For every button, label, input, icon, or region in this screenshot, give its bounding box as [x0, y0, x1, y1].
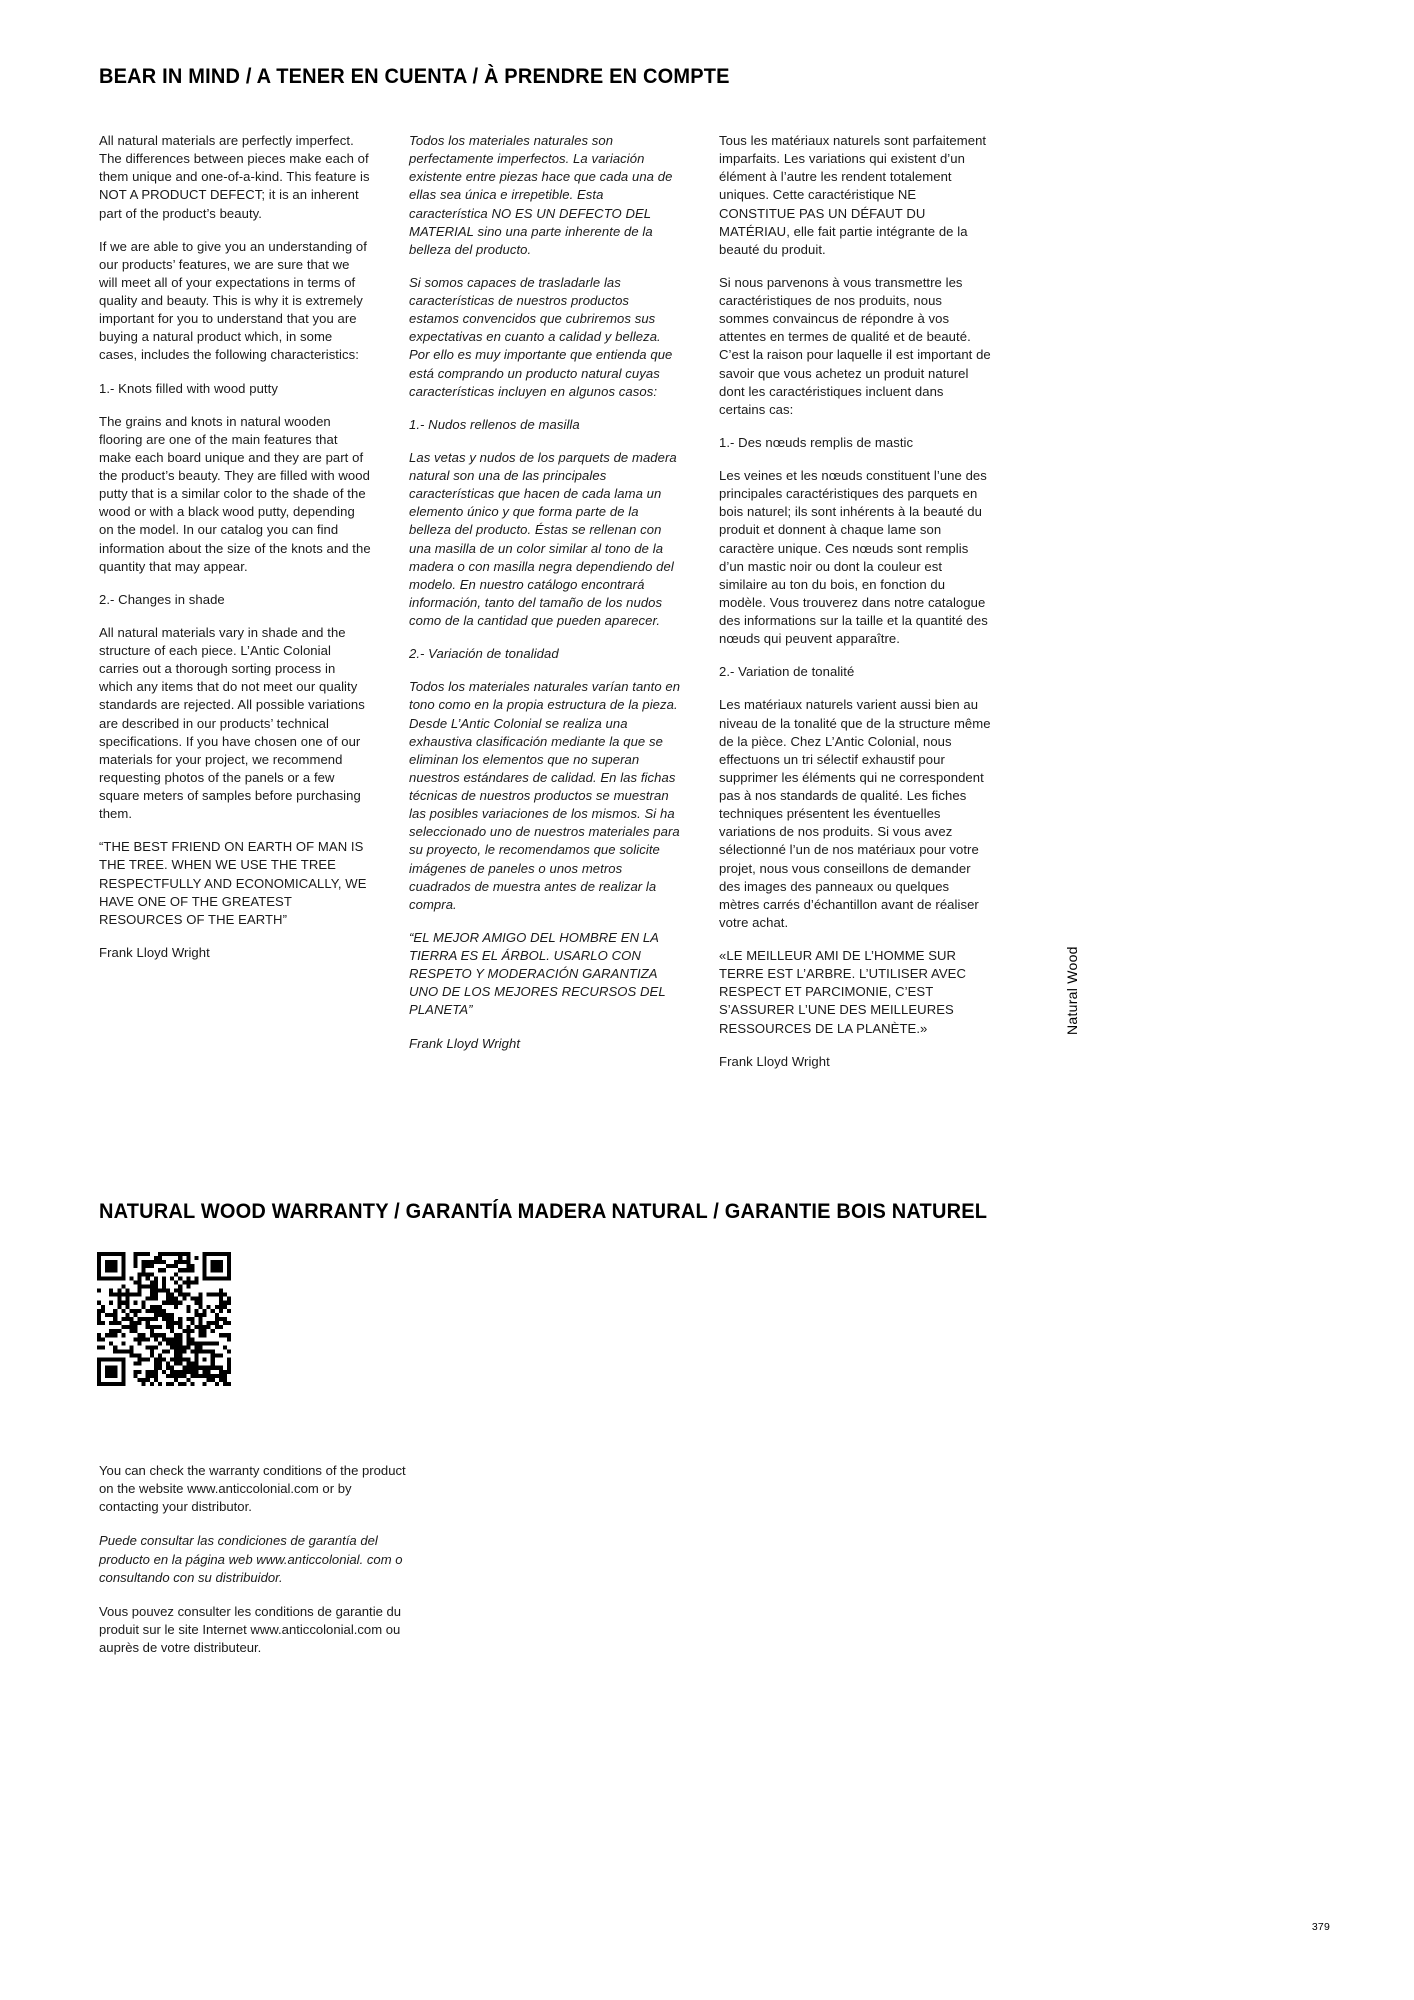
paragraph: Les matériaux naturels varient aussi bien au niveau de la tonalité que de la structure même de la pièce. Chez L’Antic Colonial, nous effectuons un tri sélectif exhaustif pour supprimer les éléments qui ne correspondent pas à nos standards de qualité. Les fiches techniques présentent les éventuelles variations de nos produits. Si vous avez sélectionné l’un de nos matériaux pour votre projet, nous vous conseillons de demander des images des panneaux ou quelques mètres carrés d’échantillon avant de réaliser votre achat. — [719, 697, 991, 930]
section-side-label: Natural Wood — [1064, 946, 1080, 1035]
paragraph: Todos los materiales naturales son perfectamente imperfectos. La variación existente entre piezas hace que cada una de ellas sea única e irrepetible. Esta característica NO ES UN DEFECTO DEL MATERIAL sino una parte inherente de la belleza del producto. — [409, 133, 673, 257]
warranty-paragraph-es: Puede consultar las condiciones de garantía del producto en la página web www.anticcolonial. com o consultando con su distribuidor. — [99, 1533, 403, 1585]
column-french — [719, 132, 1029, 1086]
quote-author: Frank Lloyd Wright — [719, 1053, 830, 1069]
qr-code-icon — [97, 1252, 231, 1386]
pull-quote: “THE BEST FRIEND ON EARTH OF MAN IS THE TREE. WHEN WE USE THE TREE RESPECTFULLY AND ECONOMICALLY, WE HAVE ONE OF THE GREATEST RESOURCES OF THE EARTH” — [99, 839, 367, 927]
quote-author: Frank Lloyd Wright — [409, 1035, 521, 1051]
warranty-text-block — [99, 1462, 409, 1673]
list-item-heading: 1.- Knots filled with wood putty — [99, 380, 278, 396]
list-item-heading: 1.- Nudos rellenos de masilla — [409, 416, 580, 432]
paragraph: Las vetas y nudos de los parquets de madera natural son una de las principales características que hacen de cada lama un elemento único y que forma parte de la belleza del producto. Éstas se rellenan con una masilla de un color similar al tono de la madera o con masilla negra dependiendo del modelo. En nuestro catálogo encontrará información, tanto del tamaño de los nudos como de la cantidad que pueden aparecer. — [409, 449, 677, 628]
column-spanish — [409, 132, 719, 1086]
warranty-paragraph-en: You can check the warranty conditions of the product on the website www.anticcolonial.com or by contacting your distributor. — [99, 1463, 406, 1515]
column-english — [99, 132, 409, 1086]
paragraph: If we are able to give you an understanding of our products’ features, we are sure that we will meet all of your expectations in terms of quality and beauty. This is why it is extremely important for you to understand that you are buying a natural product which, in some cases, includes the following characteristics: — [99, 238, 367, 363]
list-item-heading: 2.- Variación de tonalidad — [409, 646, 559, 662]
warranty-title: NATURAL WOOD WARRANTY / GARANTÍA MADERA NATURAL / GARANTIE BOIS NATUREL — [99, 1199, 988, 1224]
paragraph: The grains and knots in natural wooden flooring are one of the main features that make each board unique and they are part of the product’s beauty. They are filled with wood putty that is a similar color to the shade of the wood or with a black wood putty, depending on the model. In our catalog you can find information about the size of the knots and the quantity that may appear. — [99, 413, 371, 574]
paragraph: Les veines et les nœuds constituent l’une des principales caractéristiques des parquets en bois naturel; ils sont inhérents à la beauté du produit et donnent à chaque lame son caractère unique. Ces nœuds sont remplis d’un mastic noir ou dont la couleur est similaire au ton du bois, en fonction du modèle. Vous trouverez dans notre catalogue des informations sur la taille et la quantité des nœuds qui peuvent apparaître. — [719, 468, 988, 647]
pull-quote: «LE MEILLEUR AMI DE L’HOMME SUR TERRE EST L’ARBRE. L’UTILISER AVEC RESPECT ET PARCIMONIE, C’EST S’ASSURER L’UNE DES MEILLEURES RESSOURCES DE LA PLANÈTE.» — [719, 948, 966, 1036]
paragraph: All natural materials vary in shade and the structure of each piece. L’Antic Colonial carries out a thorough sorting process in which any items that do not meet our quality standards are rejected. All possible variations are described in our products’ technical specifications. If you have chosen one of our materials for your project, we recommend requesting photos of the panels or a few square meters of samples before purchasing them. — [99, 624, 365, 822]
pull-quote: “EL MEJOR AMIGO DEL HOMBRE EN LA TIERRA ES EL ÁRBOL. USARLO CON RESPETO Y MODERACIÓN GARANTIZA UNO DE LOS MEJORES RECURSOS DEL PLANETA” — [409, 929, 666, 1018]
list-item-heading: 2.- Variation de tonalité — [719, 664, 855, 680]
list-item-heading: 1.- Des nœuds remplis de mastic — [719, 434, 914, 450]
page-title: BEAR IN MIND / A TENER EN CUENTA / À PRENDRE EN COMPTE — [99, 64, 730, 89]
paragraph: Si nous parvenons à vous transmettre les caractéristiques de nos produits, nous sommes convaincus de répondre à vos attentes en termes de qualité et de beauté. C’est la raison pour laquelle il est important de savoir que vous achetez un produit naturel dont les caractéristiques incluent dans certains cas: — [719, 274, 991, 417]
paragraph: Todos los materiales naturales varían tanto en tono como en la propia estructura de la pieza. Desde L’Antic Colonial se realiza una exhaustiva clasificación mediante la que se eliminan los elementos que no superan nuestros estándares de calidad. En las fichas técnicas de nuestros productos se muestran las posibles variaciones de los mismos. Si ha seleccionado uno de nuestros materiales para su proyecto, le recomendamos que solicite imágenes de paneles o unos metros cuadrados de muestra antes de realizar la compra. — [409, 679, 681, 912]
paragraph: Tous les matériaux naturels sont parfaitement imparfaits. Les variations qui existent d’un élément à l’autre les rendent totalement uniques. Cette caractéristique NE CONSTITUE PAS UN DÉFAUT DU MATÉRIAU, elle fait partie intégrante de la beauté du produit. — [719, 133, 987, 257]
paragraph: Si somos capaces de trasladarle las características de nuestros productos estamos convencidos que cubriremos sus expectativas en cuanto a calidad y belleza. Por ello es muy importante que entienda que está comprando un producto natural cuyas características incluyen en algunos casos: — [409, 274, 673, 399]
warranty-paragraph-fr: Vous pouvez consulter les conditions de garantie du produit sur le site Internet www.anticcolonial.com ou auprès de votre distributeur. — [99, 1603, 402, 1655]
trilingual-text-block — [99, 132, 1029, 1086]
page-number: 379 — [1311, 1921, 1330, 1933]
quote-author: Frank Lloyd Wright — [99, 944, 210, 960]
paragraph: All natural materials are perfectly imperfect. The differences between pieces make each of them unique and one-of-a-kind. This feature is NOT A PRODUCT DEFECT; it is an inherent part of the product’s beauty. — [99, 133, 370, 221]
list-item-heading: 2.- Changes in shade — [99, 591, 225, 607]
